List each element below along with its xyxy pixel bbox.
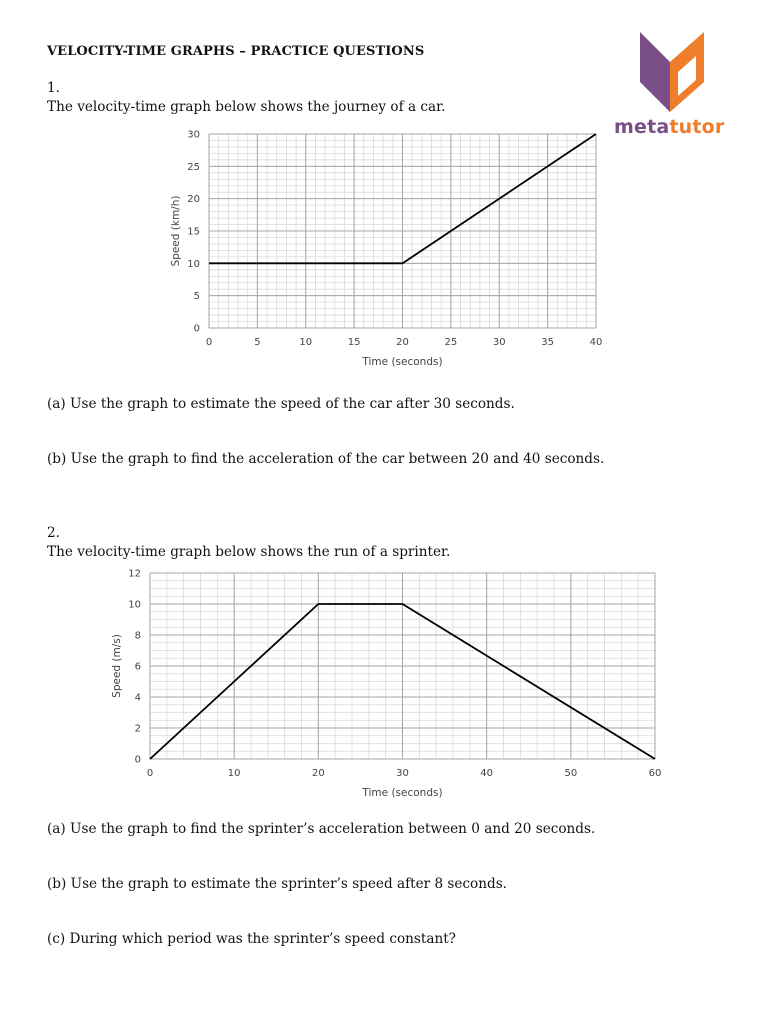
q2b-text: (b) Use the graph to estimate the sprinter’s speed after 8 seconds. <box>47 876 507 892</box>
y-tick-label: 4 <box>134 692 141 704</box>
x-tick-label: 50 <box>564 768 578 779</box>
q2-intro: The velocity-time graph below shows the run of a sprinter. <box>47 544 451 560</box>
q1-intro: The velocity-time graph below shows the journey of a car. <box>47 99 446 115</box>
x-tick-label: 5 <box>254 337 261 348</box>
y-tick-label: 20 <box>187 194 200 206</box>
q2c-text: (c) During which period was the sprinter’s speed constant? <box>47 931 456 947</box>
y-tick-label: 0 <box>134 754 141 766</box>
y-tick-label: 6 <box>134 661 141 673</box>
x-axis-title: Time (seconds) <box>362 787 443 799</box>
q1-number: 1. <box>47 80 60 96</box>
y-tick-label: 10 <box>128 599 141 611</box>
q1a-text: (a) Use the graph to estimate the speed of the car after 30 seconds. <box>47 396 515 412</box>
x-tick-label: 25 <box>444 337 458 348</box>
x-tick-label: 10 <box>227 768 241 779</box>
x-tick-label: 20 <box>311 768 325 779</box>
y-tick-label: 5 <box>193 291 200 303</box>
x-tick-label: 60 <box>648 768 662 779</box>
y-tick-label: 15 <box>187 226 200 238</box>
x-tick-label: 20 <box>396 337 409 348</box>
y-tick-label: 25 <box>187 161 200 173</box>
y-axis-title: Speed (km/h) <box>170 195 182 267</box>
x-tick-label: 10 <box>299 337 313 348</box>
page-title: VELOCITY-TIME GRAPHS – PRACTICE QUESTIONS <box>47 44 425 59</box>
x-tick-label: 30 <box>492 337 506 348</box>
y-tick-label: 10 <box>187 258 200 270</box>
x-tick-label: 15 <box>347 337 361 348</box>
y-tick-label: 12 <box>128 568 141 580</box>
x-tick-label: 40 <box>480 768 494 779</box>
logo-wordmark: metatutor <box>614 116 725 138</box>
y-axis-title: Speed (m/s) <box>111 634 123 698</box>
x-tick-label: 0 <box>146 768 154 779</box>
y-tick-label: 30 <box>187 129 200 141</box>
x-tick-label: 30 <box>396 768 409 779</box>
y-tick-label: 0 <box>193 323 200 335</box>
x-tick-label: 40 <box>589 337 603 348</box>
x-tick-label: 35 <box>541 337 554 348</box>
x-tick-label: 0 <box>205 337 213 348</box>
x-axis-title: Time (seconds) <box>362 356 443 368</box>
q2a-text: (a) Use the graph to find the sprinter’s acceleration between 0 and 20 seconds. <box>47 821 596 837</box>
y-tick-label: 8 <box>134 630 141 642</box>
q1b-text: (b) Use the graph to find the acceleration of the car between 20 and 40 seconds. <box>47 451 605 467</box>
y-tick-label: 2 <box>134 723 141 735</box>
q2-number: 2. <box>47 525 60 541</box>
